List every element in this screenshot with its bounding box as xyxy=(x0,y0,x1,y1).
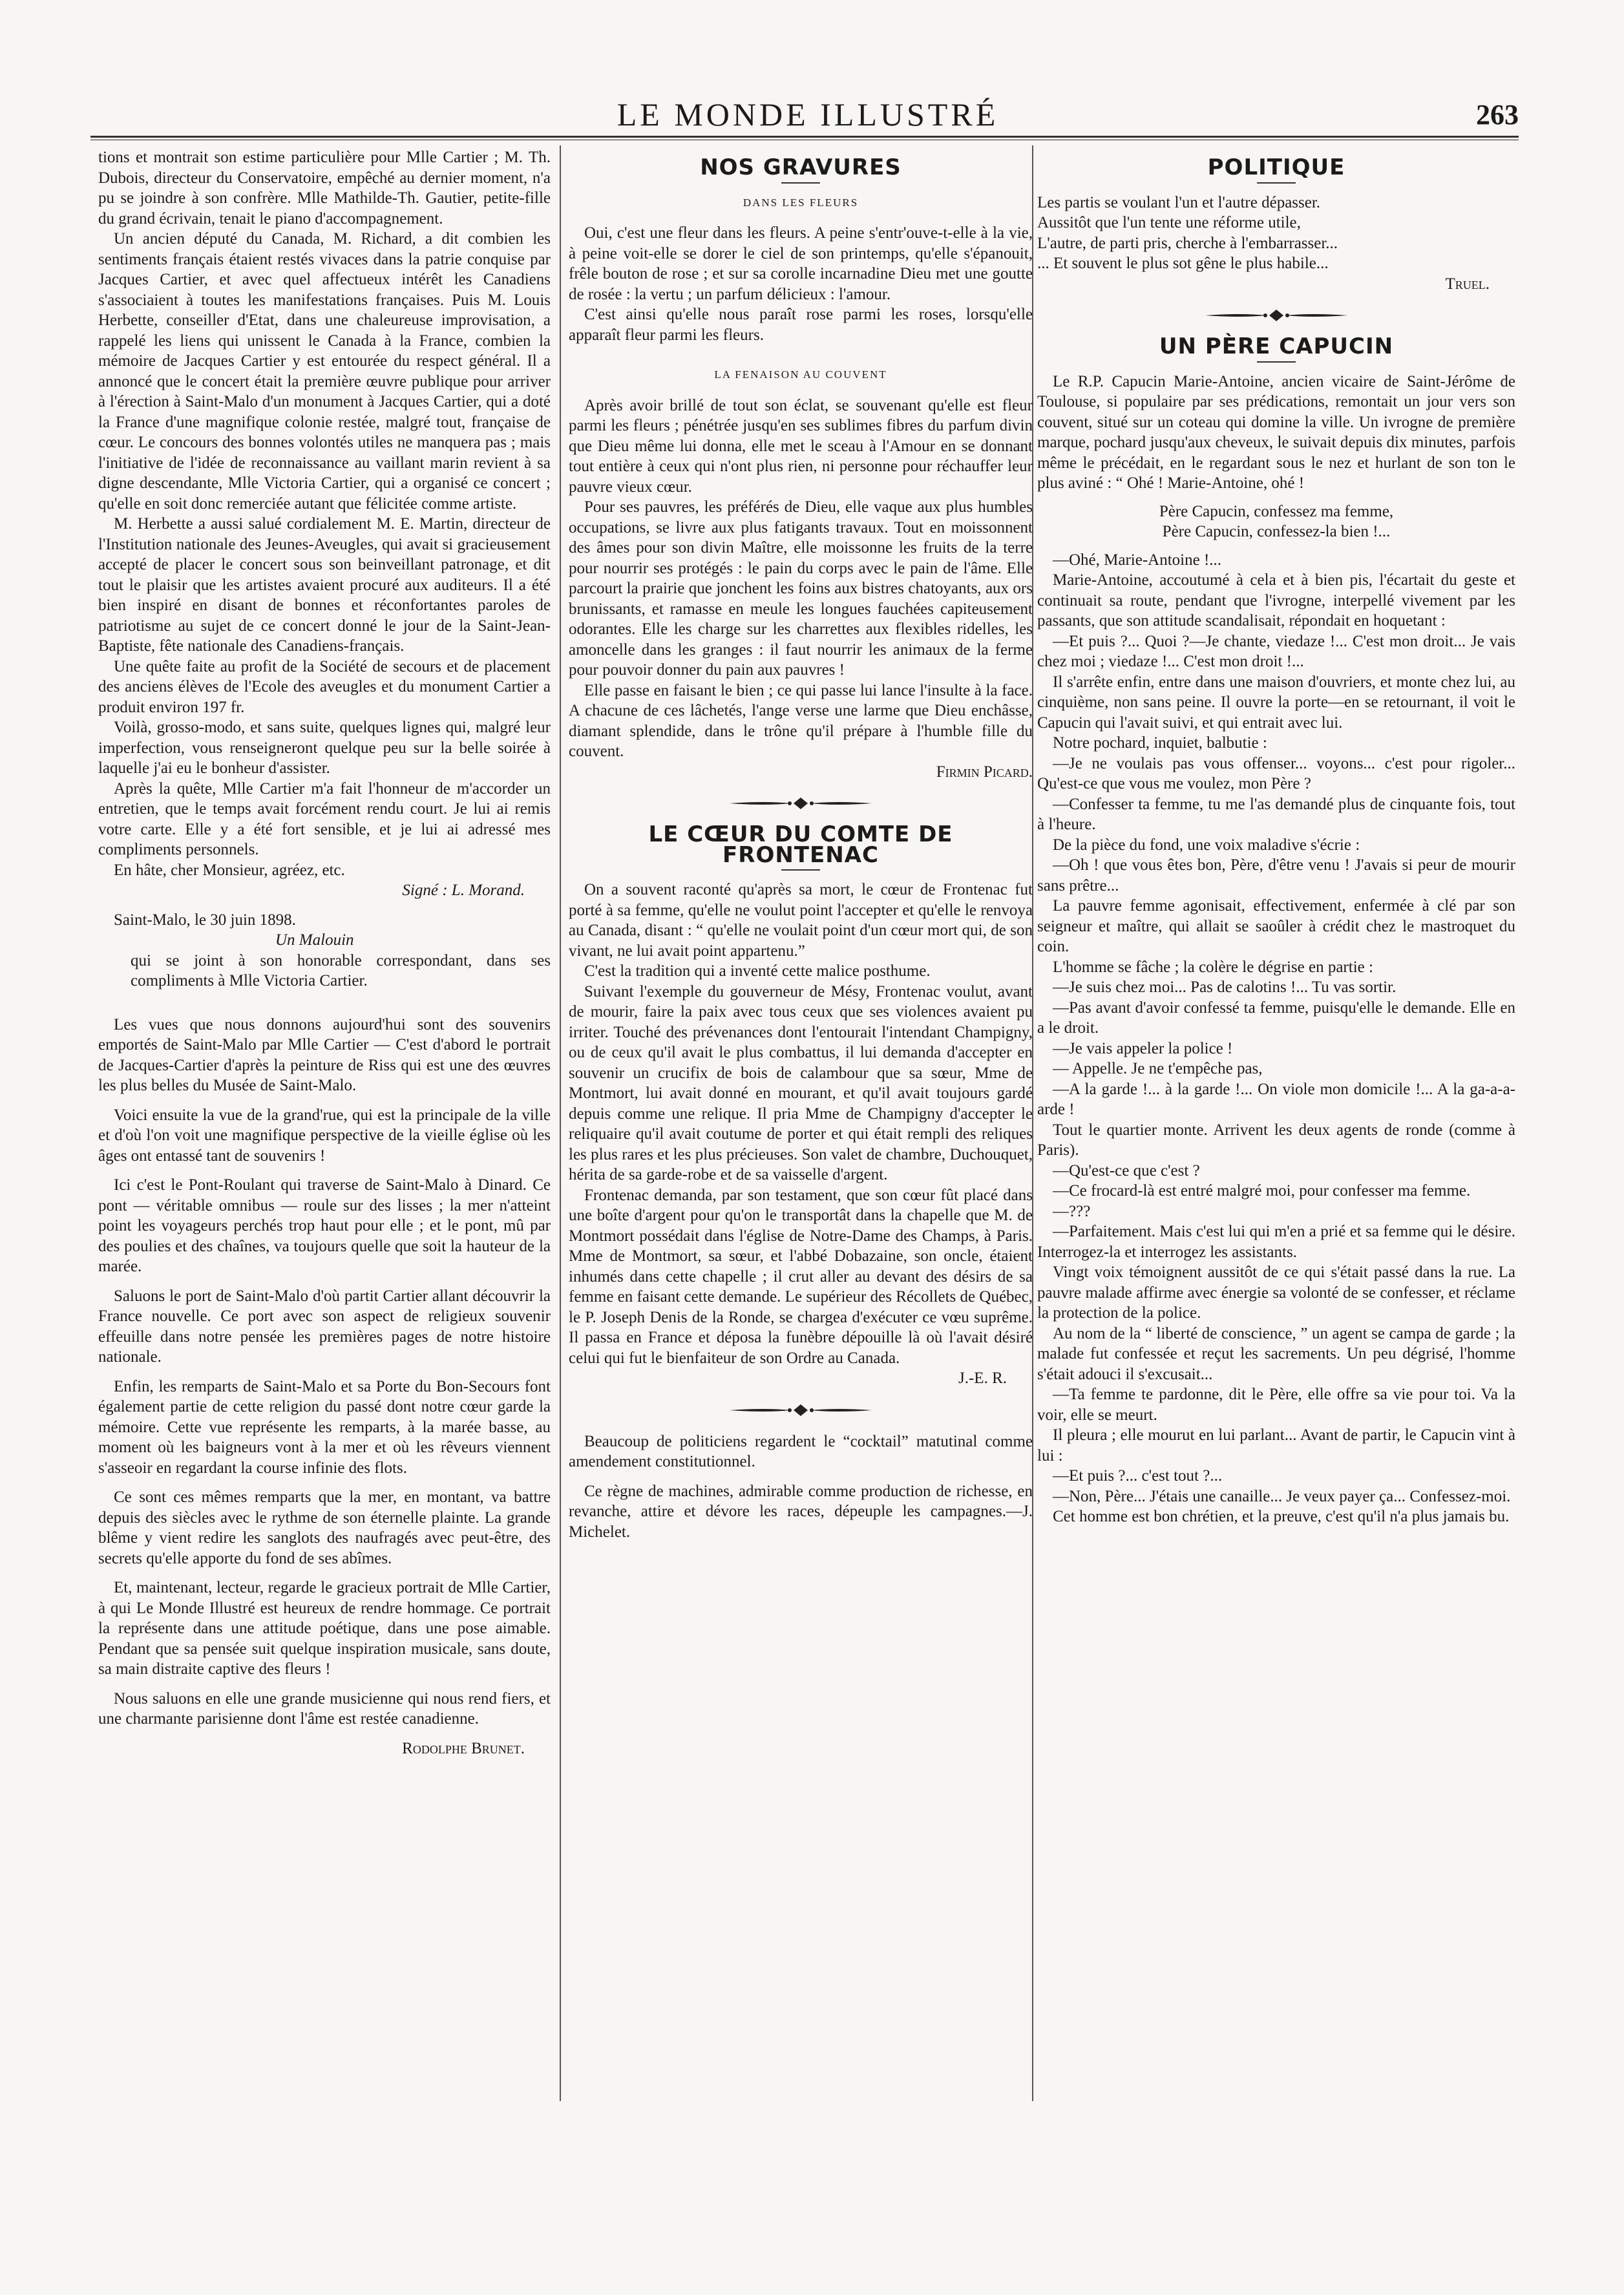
verse-line: Les partis se voulant l'un et l'autre dépasser. xyxy=(1037,193,1321,211)
signature: Truel. xyxy=(1445,275,1490,293)
paragraph: Ici c'est le Pont-Roulant qui traverse de Saint-Malo à Dinard. Ce pont — véritable omnibus — roule sur des lisses ; la mer n'atteint point les voyageurs perchés trop haut pour elle ; et le pont, mû par des poulies et des chaînes, va toujours quelle que soit la hauteur de la marée. xyxy=(98,1176,551,1275)
ornament-divider xyxy=(726,795,875,812)
page-number: 263 xyxy=(1476,99,1519,131)
verse-line: L'autre, de parti pris, cherche à l'embarrasser... xyxy=(1037,234,1338,252)
paragraph: De la pièce du fond, une voix maladive s'écrie : xyxy=(1053,836,1360,854)
paragraph: Beaucoup de politiciens regardent le “cocktail” matutinal comme amendement constitutionnel. xyxy=(569,1432,1033,1470)
paragraph: Un ancien député du Canada, M. Richard, a dit combien les sentiments français étaient restés vivaces dans la patrie conquise par Jacques Cartier, et avec quel affectueux intérêt les Canadiens s'associaient à toutes les manifestations françaises. Puis M. Louis Herbette, conseiller d'Etat, dans une chaleureuse improvisation, a rappelé les liens qui unissent le Canada à la France, combien la mémoire de Jacques Cartier y est entourée du respect général. Il a annoncé que le concert était la première œuvre publique pour arriver à l'érection à Saint-Malo d'un monument à Jacques Cartier, qui a doté la France d'une magnifique colonie restée, malgré tout, française de cœur. Le concours des bonnes volontés utiles ne manquera pas ; mais l'initiative de l'idée de reconnaissance au vaillant marin revient à sa digne descendante, Mlle Victoria Cartier, qui a organisé ce concert ; qu'elle en soit donc remerciée autant que félicitée comme artiste. xyxy=(98,230,551,513)
paragraph: —Pas avant d'avoir confessé ta femme, puisqu'elle le demande. Elle en a le droit. xyxy=(1037,999,1515,1037)
paragraph: Il s'arrête enfin, entre dans une maison d'ouvriers, et monte chez lui, au cinquième, non sans peine. Il ouvre la porte—en se retournant, il voit le Capucin qui l'avait suivi, et qui entrait avec lui. xyxy=(1037,673,1515,732)
heading-rule xyxy=(1257,361,1296,363)
paragraph: Elle passe en faisant le bien ; ce qui passe lui lance l'insulte à la face. A chacune de ces lâchetés, l'ange verse une larme que Dieu enchâsse, diamant splendide, dans le trône qu'il prépare à l'humble fille du couvent. xyxy=(569,681,1033,760)
paragraph: Nous saluons en elle une grande musicienne qui nous rend fiers, et une charmante parisienne dont l'âme est restée canadienne. xyxy=(98,1689,551,1728)
paragraph: —Ohé, Marie-Antoine !... xyxy=(1053,551,1222,569)
paragraph: —Je suis chez moi... Pas de calotins !... Tu vas sortir. xyxy=(1053,978,1397,996)
ornament-divider xyxy=(726,1402,875,1419)
paragraph: Marie-Antoine, accoutumé à cela et à bien pis, l'écartait du geste et continuait sa route, pendant que l'ivrogne, interpellé vivement par les passants, que son attitude scandalisait, répondait en hoquetant : xyxy=(1037,571,1515,629)
paragraph: Au nom de la “ liberté de conscience, ” un agent se campa de garde ; la malade fut confessée et reçut les sacrements. Un peu dégrisé, l'homme s'était adouci il s'excusait... xyxy=(1037,1324,1515,1383)
ornament-divider xyxy=(1202,307,1351,324)
paragraph: Les vues que nous donnons aujourd'hui sont des souvenirs emportés de Saint-Malo par Mlle Cartier — C'est d'abord le portrait de Jacques-Cartier d'après la peinture de Riss qui est une des œuvres les plus belles du Musée de Saint-Malo. xyxy=(98,1015,551,1094)
subheading: LA FENAISON AU COUVENT xyxy=(714,368,887,381)
paragraph: —Je ne voulais pas vous offenser... voyons... c'est pour rigoler... Qu'est-ce que vous me voulez, mon Père ? xyxy=(1037,754,1515,792)
paragraph: —Et puis ?... c'est tout ?... xyxy=(1053,1467,1223,1485)
signature: Signé : L. Morand. xyxy=(402,882,525,899)
paragraph: Voilà, grosso-modo, et sans suite, quelques lignes qui, malgré leur imperfection, vous renseigneront quelque peu sur la belle soirée à laquelle j'ai eu le bonheur d'assister. xyxy=(98,719,551,777)
signature: Rodolphe Brunet. xyxy=(402,1739,525,1757)
song-line: Père Capucin, confessez ma femme, xyxy=(1159,502,1394,520)
paragraph: —Ce frocard-là est entré malgré moi, pour confesser ma femme. xyxy=(1053,1182,1471,1200)
dateline: Saint-Malo, le 30 juin 1898. xyxy=(114,911,296,929)
paragraph: On a souvent raconté qu'après sa mort, le cœur de Frontenac fut porté à sa femme, qu'elle ne voulut point l'accepter et qu'elle le renvoya au Canada, disant : “ qu'elle ne voulait point d'un cœur mort qui, de son vivant, ne lui avait point appartenu.” xyxy=(569,881,1033,960)
paragraph: M. Herbette a aussi salué cordialement M. E. Martin, directeur de l'Institution nationale des Jeunes-Aveugles, qui avait si gracieusement accepté de placer le concert sous son beinveillant patronage, et dit tout le plaisir que les artistes avaient procuré aux auditeurs. Il a été bien inspiré en disant de bonnes et réconfortantes paroles de patriotisme au sujet de ce concert donné le jour de la Saint-Jean-Baptiste, fête nationale des Canadiens-français. xyxy=(98,515,551,655)
paragraph: —Je vais appeler la police ! xyxy=(1053,1039,1233,1057)
section-heading: LE CŒUR DU COMTE DE FRONTENAC xyxy=(648,821,953,868)
paragraph: Saluons le port de Saint-Malo d'où partit Cartier allant découvrir la France nouvelle. Ce port avec son aspect de religieux souvenir effeuille dans notre pensée les premières pages de notre histoire nationale. xyxy=(98,1287,551,1366)
header-rule xyxy=(90,136,1519,140)
paragraph: Après avoir brillé de tout son éclat, se souvenant qu'elle est fleur parmi les fleurs ; pénétrée jusqu'en ses sublimes fibres du parfum divin que Dieu même lui donna, elle met le sceau à l'Amour en se donnant tout entière à ceux qui n'ont plus rien, ni personne pour réchauffer leur pauvre vieux cœur. xyxy=(569,396,1033,496)
signature: Firmin Picard. xyxy=(936,763,1033,781)
song-line: Père Capucin, confessez-la bien !... xyxy=(1162,523,1391,540)
paragraph: qui se joint à son honorable correspondant, dans ses compliments à Mlle Victoria Cartier. xyxy=(131,951,551,989)
paragraph: —Parfaitement. Mais c'est lui qui m'en a prié et sa femme qui le désire. Interrogez-la et interrogez les assistants. xyxy=(1037,1223,1515,1261)
paragraph: Vingt voix témoignent aussitôt de ce qui s'était passé dans la rue. La pauvre malade affirme avec énergie sa volonté de se confesser, et réclame la protection de la police. xyxy=(1037,1264,1515,1322)
paragraph: Cet homme est bon chrétien, et la preuve, c'est qu'il n'a plus jamais bu. xyxy=(1053,1508,1510,1525)
heading-rule xyxy=(781,869,820,871)
column-3 xyxy=(1037,147,1515,2101)
paragraph: —Ta femme te pardonne, dit le Père, elle offre sa vie pour toi. Va la voir, elle se meurt. xyxy=(1037,1386,1515,1424)
paragraph: Ce règne de machines, admirable comme production de richesse, en revanche, attire et dévore les races, dépeuple les campagnes.—J. Michelet. xyxy=(569,1482,1033,1541)
paragraph: —Oh ! que vous êtes bon, Père, d'être venu ! J'avais si peur de mourir sans prêtre... xyxy=(1037,856,1515,894)
paragraph: —Qu'est-ce que c'est ? xyxy=(1053,1161,1200,1179)
verse-line: ... Et souvent le plus sot gêne le plus habile... xyxy=(1037,255,1329,272)
section-heading: NOS GRAVURES xyxy=(700,154,902,180)
paragraph: Le R.P. Capucin Marie-Antoine, ancien vicaire de Saint-Jérôme de Toulouse, si populaire par ses prédications, remontait un jour vers son couvent, situé sur un coteau qui domine la ville. Un ivrogne de première marque, pochard jusqu'aux cheveux, le suivait depuis dix minutes, parfois même le précédait, en le regardant sous le nez et hurlant de son ton le plus aviné : “ Ohé ! Marie-Antoine, ohé ! xyxy=(1037,372,1515,492)
paragraph: —Confesser ta femme, tu me l'as demandé plus de cinquante fois, tout à l'heure. xyxy=(1037,795,1515,833)
paragraph: Pour ses pauvres, les préférés de Dieu, elle vaque aux plus humbles occupations, se livre aux plus fatigants travaux. Tout en moissonnent des âmes pour son divin Maître, elle moissonne les fruits de la terre pour nourrir ses protégés : le pain du corps avec le pain de l'âme. Elle parcourt la prairie que jonchent les foins aux bistres chatoyants, aux ors brunissants, et ramasse en meule les longues fauchées capiteusement odorantes. Elle les charge sur les charrettes aux flexibles ridelles, les amoncelle dans les granges : il faut nourrir les animaux de la ferme pour pouvoir donner du pain aux pauvres ! xyxy=(569,498,1033,679)
paragraph: —Non, Père... J'étais une canaille... Je veux payer ça... Confessez-moi. xyxy=(1053,1487,1511,1505)
paragraph: Il pleura ; elle mourut en lui parlant... Avant de partir, le Capucin vint à lui : xyxy=(1037,1426,1515,1465)
paragraph: La pauvre femme agonisait, effectivement, enfermée à clé par son seigneur et maître, qui allait se saoûler à crédit chez le mastroquet du coin. xyxy=(1037,897,1515,955)
paragraph: L'homme se fâche ; la colère le dégrise en partie : xyxy=(1053,958,1373,976)
subheading: DANS LES FLEURS xyxy=(743,196,859,209)
section-heading: UN PÈRE CAPUCIN xyxy=(1159,333,1394,359)
paragraph: —Et puis ?... Quoi ?—Je chante, viedaze !... C'est mon droit... Je vais chez moi ; viedaze !... C'est mon droit !... xyxy=(1037,632,1515,670)
paragraph: En hâte, cher Monsieur, agréez, etc. xyxy=(114,861,345,879)
signature: Un Malouin xyxy=(275,931,354,949)
newspaper-title: LE MONDE ILLUSTRÉ xyxy=(617,96,999,132)
paragraph: —??? xyxy=(1053,1202,1091,1220)
paragraph: Frontenac demanda, par son testament, que son cœur fût placé dans une boîte d'argent pour qu'on le transportât dans la chapelle que M. de Montmort possédait dans l'église de Notre-Dame des Champs, à Paris. Mme de Montmort, sa sœur, et l'abbé Dobazaine, son oncle, étaient inhumés dans cette chapelle ; il crut aller au devant des désirs de sa femme en faisant cette demande. Le supérieur des Récollets de Québec, le P. Joseph Denis de la Ronde, se chargea d'exécuter ce vœu suprême. Il passa en France et déposa la funèbre dépouille là où l'avait désiré celui qui fut le bienfaiteur de son Ordre au Canada. xyxy=(569,1186,1033,1367)
paragraph: Et, maintenant, lecteur, regarde le gracieux portrait de Mlle Cartier, à qui Le Monde Illustré est heureux de rendre hommage. Ce portrait la représente dans une attitude poétique, dans une pose aimable. Pendant que sa pensée suit quelque inspiration musicale, sans doute, sa main distraite captive des fleurs ! xyxy=(98,1579,551,1678)
heading-rule xyxy=(781,182,820,184)
paragraph: Une quête faite au profit de la Société de secours et de placement des anciens élèves de l'Ecole des aveugles et du monument Cartier a produit environ 197 fr. xyxy=(98,657,551,716)
heading-rule xyxy=(1257,182,1296,184)
section-heading: POLITIQUE xyxy=(1207,154,1345,180)
paragraph: tions et montrait son estime particulière pour Mlle Cartier ; M. Th. Dubois, directeur du Conservatoire, empêché au dernier moment, n'a pu se joindre à son confrère. Mlle Mathilde-Th. Gautier, petite-fille du grand écrivain, tenait le piano d'accompagnement. xyxy=(98,149,551,227)
paragraph: Notre pochard, inquiet, balbutie : xyxy=(1053,734,1267,752)
verse-line: Aussitôt que l'un tente une réforme utile, xyxy=(1037,214,1301,231)
paragraph: Tout le quartier monte. Arrivent les deux agents de ronde (comme à Paris). xyxy=(1037,1121,1515,1159)
paragraph: Oui, c'est une fleur dans les fleurs. A peine s'entr'ouve-t-elle à la vie, à peine voit-elle se dorer le ciel de son printemps, qu'elle s'épanouit, frêle bouton de rose ; et sur sa corolle incarnadine Dieu met une goutte de rosée : la vertu ; un parfum délicieux : l'amour. xyxy=(569,224,1033,303)
paragraph: Ce sont ces mêmes remparts que la mer, en montant, va battre depuis des siècles avec le rythme de son éternelle plainte. La grande blême y vient redire les sanglots des naufragés avec peut-être, des secrets qu'elle apporte du fond de ses abîmes. xyxy=(98,1488,551,1567)
paragraph: Enfin, les remparts de Saint-Malo et sa Porte du Bon-Secours font également partie de cette religion du passé dont notre cœur garde la mémoire. Cette vue représente les remparts, à la marée basse, au moment où les baigneurs vont à la mer et où les rêveurs viennent s'asseoir en regardant la course infinie des flots. xyxy=(98,1377,551,1477)
paragraph: Suivant l'exemple du gouverneur de Mésy, Frontenac voulut, avant de mourir, faire la paix avec tous ceux que ses violences avaient pu irriter. Touché des prévenances dont l'entourait l'intendant Champigny, ou de ceux qu'il avait le plus combattus, il lui demanda d'accepter en souvenir un crucifix de bois de calambour que sa sœur, Mme de Montmort, lui avait donné en mourant, et qu'il avait toujours gardé depuis comme une relique. Il pria Mme de Champigny d'accepter le reliquaire qu'il avait coutume de porter et qui était rempli des reliques les plus rares et les plus précieuses. Son valet de chambre, Duchouquet, hérita de sa garde-robe et de sa vaisselle d'argent. xyxy=(569,982,1033,1183)
column-1 xyxy=(98,147,551,2101)
paragraph: C'est la tradition qui a inventé cette malice posthume. xyxy=(584,962,931,980)
paragraph: —A la garde !... à la garde !... On viole mon domicile !... A la ga-a-a-arde ! xyxy=(1037,1080,1515,1118)
paragraph: C'est ainsi qu'elle nous paraît rose parmi les roses, lorsqu'elle apparaît fleur parmi les fleurs. xyxy=(569,306,1033,344)
signature: J.-E. R. xyxy=(958,1370,1007,1387)
paragraph: — Appelle. Je ne t'empêche pas, xyxy=(1053,1060,1263,1077)
column-2 xyxy=(569,147,1033,2101)
masthead xyxy=(97,96,1519,134)
paragraph: Voici ensuite la vue de la grand'rue, qui est la principale de la ville et d'où l'on voit une magnifique perspective de la vieille église où les âges ont entassé tant de souvenirs ! xyxy=(98,1106,551,1165)
column-divider xyxy=(560,145,561,2101)
paragraph: Après la quête, Mlle Cartier m'a fait l'honneur de m'accorder un entretien, que le temps avait forcément rendu court. Je lui ai remis votre carte. Elle y a été fort sensible, et je lui ai adressé mes compliments personnels. xyxy=(98,779,551,858)
